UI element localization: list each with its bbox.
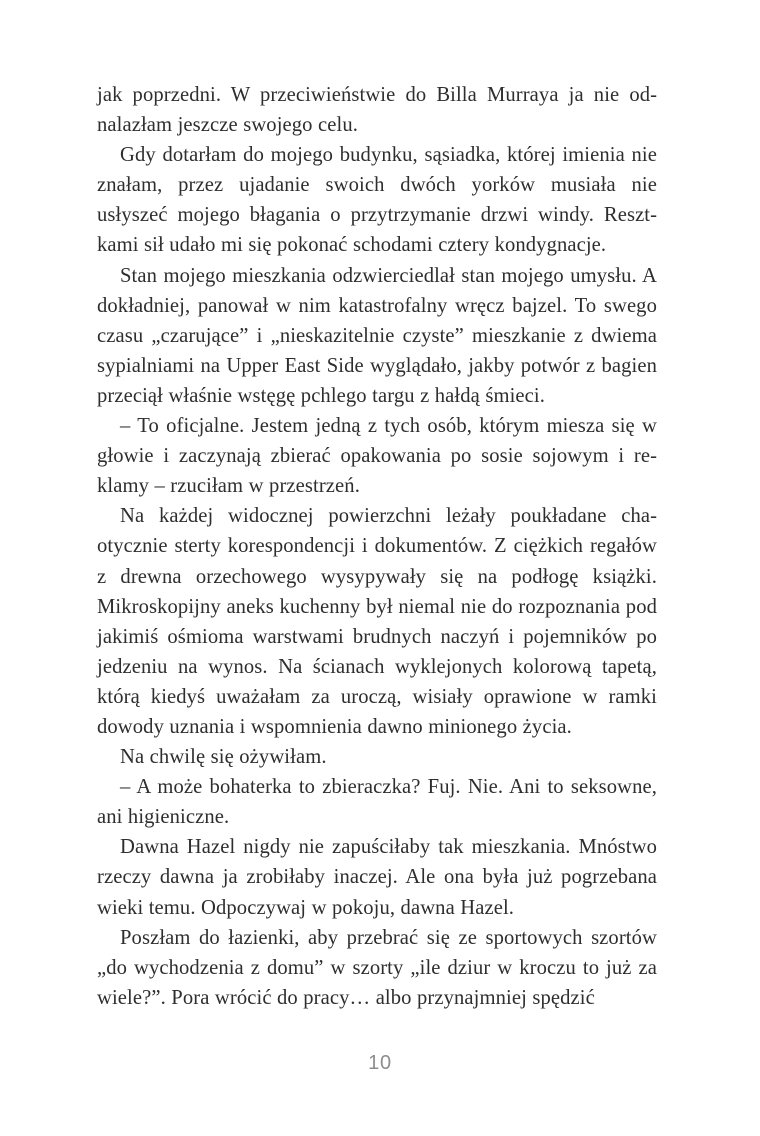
paragraph: Gdy dotarłam do mojego budynku, sąsiadka, której imienia nie znałam, przez ujadanie swoich dwóch yorków musiała nie usłyszeć mojego błagania o przytrzymanie drzwi windy. Resztkami sił udało mi się pokonać schodami cztery kondygnacje.: [97, 144, 657, 257]
paragraph-continuation: jak poprzedni. W przeciwieństwie do Billa Murraya ja nie odnalazłam jeszcze swojego celu.: [97, 84, 657, 137]
paragraph: Dawna Hazel nigdy nie zapuściłaby tak mieszkania. Mnóstwo rzeczy dawna ja zrobiłaby inaczej. Ale ona była już pogrzebana wieki temu. Odpoczywaj w pokoju, dawna Hazel.: [97, 836, 657, 919]
paragraph: Na każdej widocznej powierzchni leżały poukładane chaotycznie sterty korespondencji i dokumentów. Z ciężkich regałów z drewna orzechowego wysypywały się na podłogę książki. Mikroskopijny aneks kuchenny był niemal nie do rozpoznania pod jakimiś ośmioma warstwami brudnych naczyń i pojemników po jedzeniu na wynos. Na ścianach wyklejonych kolorową tapetą, którą kiedyś uważałam za uroczą, wisiały oprawione w ramki dowody uznania i wspomnienia dawno minionego życia.: [97, 505, 657, 738]
paragraph: Na chwilę się ożywiłam.: [120, 746, 327, 769]
paragraph-dialogue: – To oficjalne. Jestem jedną z tych osób, którym miesza się w głowie i zaczynają zbierać opakowania po sosie sojowym i reklamy – rzuciłam w przestrzeń.: [97, 415, 657, 498]
paragraph-dialogue: – A może bohaterka to zbieraczka? Fuj. Nie. Ani to seksowne, ani higieniczne.: [97, 776, 657, 829]
page-text-block: [97, 80, 657, 1013]
page-number: 10: [368, 1052, 392, 1074]
paragraph: Stan mojego mieszkania odzwierciedlał stan mojego umysłu. A dokładniej, panował w nim katastrofalny wręcz bajzel. To swego czasu „czarujące” i „nieskazitelnie czyste” mieszkanie z dwiema sypialniami na Upper East Side wyglądało, jakby potwór z bagien przeciął właśnie wstęgę pchlego targu z hałdą śmieci.: [97, 264, 657, 407]
paragraph: Poszłam do łazienki, aby przebrać się ze sportowych szortów „do wychodzenia z domu” w szorty „ile dziur w kroczu to już za wiele?”. Pora wrócić do pracy… albo przynajmniej spędzić: [97, 926, 657, 1009]
